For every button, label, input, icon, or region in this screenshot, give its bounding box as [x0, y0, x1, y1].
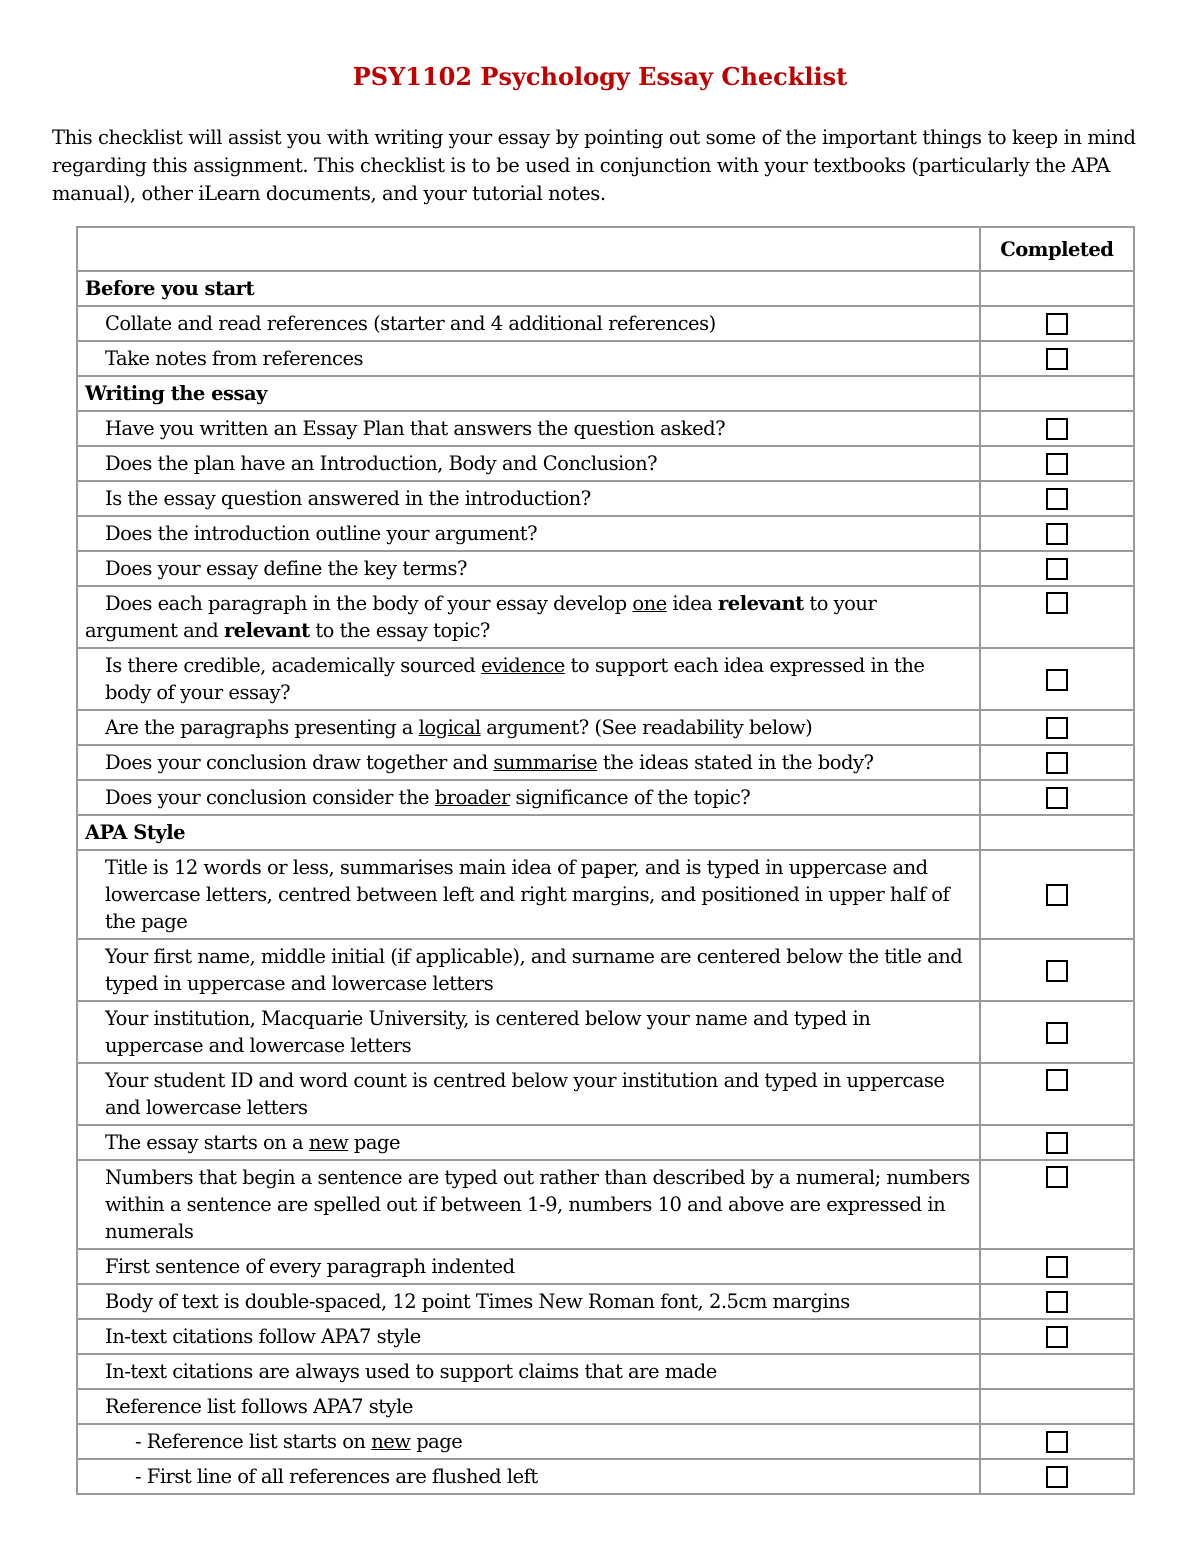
item-label: Title is 12 words or less, summarises main idea of paper, and is typed in uppercase and lowercase letters, centred between left and right margins, and positioned in upper half of the page: [105, 856, 950, 933]
checkbox[interactable]: [1046, 1132, 1068, 1154]
table-row: [77, 745, 1134, 780]
table-row: [77, 1284, 1134, 1319]
checkbox[interactable]: [1046, 313, 1068, 335]
item-label: Does the plan have an Introduction, Body and Conclusion?: [105, 452, 658, 475]
checkbox[interactable]: [1046, 348, 1068, 370]
table-row: [77, 1459, 1134, 1494]
table-row: [77, 551, 1134, 586]
checkbox[interactable]: [1046, 960, 1068, 982]
section-row: [77, 376, 1134, 411]
empty-cell: [980, 1354, 1134, 1389]
item-label: In-text citations are always used to support claims that are made: [105, 1360, 717, 1383]
checkbox[interactable]: [1046, 884, 1068, 906]
table-row: [77, 1063, 1134, 1125]
item-label: Does each paragraph in the body of your essay develop one idea relevant to your argument and relevant to the essay topic?: [77, 586, 980, 648]
header-blank-cell: [77, 227, 980, 271]
table-row: [77, 780, 1134, 815]
table-row: [77, 1424, 1134, 1459]
item-label: Reference list follows APA7 style: [105, 1395, 413, 1418]
item-label: Does the introduction outline your argument?: [105, 522, 538, 545]
table-row: [77, 1354, 1134, 1389]
item-label: Does your conclusion draw together and summarise the ideas stated in the body?: [105, 751, 874, 774]
checkbox[interactable]: [1046, 1069, 1068, 1091]
item-label: Your student ID and word count is centred below your institution and typed in uppercase and lowercase letters: [105, 1069, 945, 1119]
table-row: [77, 939, 1134, 1001]
completed-header: Completed: [980, 227, 1134, 271]
checkbox[interactable]: [1046, 1166, 1068, 1188]
checklist-table: [76, 226, 1135, 1495]
checkbox[interactable]: [1046, 1256, 1068, 1278]
section-row: [77, 271, 1134, 306]
table-row: [77, 1389, 1134, 1424]
empty-cell: [980, 376, 1134, 411]
item-label: Have you written an Essay Plan that answers the question asked?: [105, 417, 726, 440]
section-apa-style: APA Style: [77, 815, 980, 850]
checkbox[interactable]: [1046, 1466, 1068, 1488]
empty-cell: [980, 1389, 1134, 1424]
table-row: [77, 710, 1134, 745]
table-row: [77, 516, 1134, 551]
item-label: Is there credible, academically sourced evidence to support each idea expressed in the body of your essay?: [105, 654, 925, 704]
item-label: The essay starts on a new page: [105, 1131, 400, 1154]
item-label: Your institution, Macquarie University, is centered below your name and typed in uppercase and lowercase letters: [105, 1007, 871, 1057]
item-label: Numbers that begin a sentence are typed out rather than described by a numeral; numbers within a sentence are spelled out if between 1-9, numbers 10 and above are expressed in numerals: [105, 1166, 970, 1243]
item-label: - Reference list starts on new page: [135, 1430, 463, 1453]
item-label: Your first name, middle initial (if applicable), and surname are centered below the title and typed in uppercase and lowercase letters: [105, 945, 963, 995]
intro-paragraph: This checklist will assist you with writing your essay by pointing out some of the important things to keep in mind regarding this assignment. This checklist is to be used in conjunction with your textbooks (particularly the APA manual), other iLearn documents, and your tutorial notes.: [52, 126, 1136, 205]
checkbox[interactable]: [1046, 418, 1068, 440]
table-row: [77, 446, 1134, 481]
table-row: [77, 1319, 1134, 1354]
page-title: PSY1102 Psychology Essay Checklist: [352, 62, 848, 91]
checkbox[interactable]: [1046, 523, 1068, 545]
item-label: Body of text is double-spaced, 12 point Times New Roman font, 2.5cm margins: [105, 1290, 850, 1313]
table-row: [77, 1160, 1134, 1249]
table-row: [77, 850, 1134, 939]
checkbox[interactable]: [1046, 717, 1068, 739]
table-row: [77, 481, 1134, 516]
checkbox[interactable]: [1046, 669, 1068, 691]
table-row: [77, 586, 1134, 648]
checkbox[interactable]: [1046, 1022, 1068, 1044]
item-label: Collate and read references (starter and 4 additional references): [105, 312, 716, 335]
empty-cell: [980, 271, 1134, 306]
checkbox[interactable]: [1046, 592, 1068, 614]
empty-cell: [980, 815, 1134, 850]
checkbox[interactable]: [1046, 787, 1068, 809]
table-header-row: [77, 227, 1134, 271]
table-row: [77, 411, 1134, 446]
checkbox[interactable]: [1046, 453, 1068, 475]
item-label: In-text citations follow APA7 style: [105, 1325, 421, 1348]
item-label: First sentence of every paragraph indented: [105, 1255, 515, 1278]
table-row: [77, 1249, 1134, 1284]
checkbox[interactable]: [1046, 1326, 1068, 1348]
checkbox[interactable]: [1046, 488, 1068, 510]
item-label: Is the essay question answered in the introduction?: [105, 487, 591, 510]
item-label: Does your essay define the key terms?: [105, 557, 467, 580]
section-before-you-start: Before you start: [77, 271, 980, 306]
checkbox[interactable]: [1046, 1431, 1068, 1453]
checkbox[interactable]: [1046, 558, 1068, 580]
table-row: [77, 1125, 1134, 1160]
section-writing-the-essay: Writing the essay: [77, 376, 980, 411]
checkbox[interactable]: [1046, 1291, 1068, 1313]
section-row: [77, 815, 1134, 850]
checkbox[interactable]: [1046, 752, 1068, 774]
item-label: Are the paragraphs presenting a logical argument? (See readability below): [105, 716, 813, 739]
table-row: [77, 1001, 1134, 1063]
item-label: Does your conclusion consider the broader significance of the topic?: [105, 786, 751, 809]
table-row: [77, 306, 1134, 341]
table-row: [77, 648, 1134, 710]
item-label: Take notes from references: [105, 347, 364, 370]
item-label: - First line of all references are flushed left: [135, 1465, 538, 1488]
table-row: [77, 341, 1134, 376]
